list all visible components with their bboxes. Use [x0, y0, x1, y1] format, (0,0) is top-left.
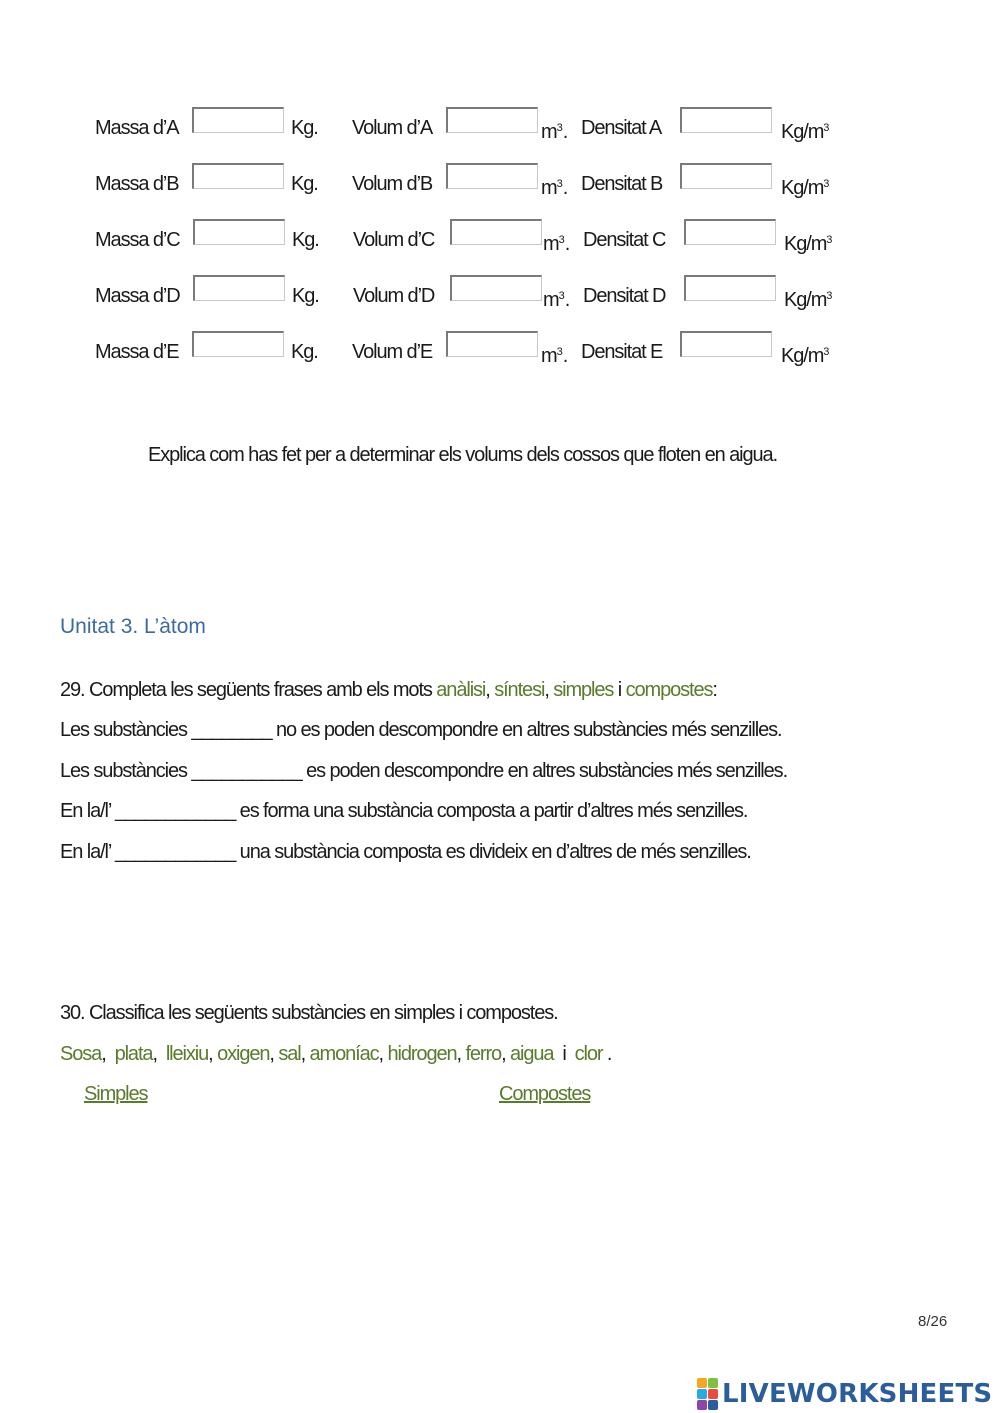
substance-word: lleixiu	[165, 1043, 209, 1065]
volum-label: Volum d’C	[353, 229, 435, 251]
massa-label: Massa d’A	[95, 117, 179, 139]
page-number: 8/26	[918, 1313, 948, 1330]
massa-input[interactable]	[192, 163, 284, 189]
massa-label: Massa d’D	[95, 285, 180, 307]
kg-unit: Kg.	[292, 285, 319, 307]
q30-title: 30. Classifica les següents substàncies en simples i compostes.	[60, 1002, 558, 1024]
kgm3-unit-base: Kg/m	[781, 177, 824, 199]
kgm3-unit-base: Kg/m	[784, 289, 827, 311]
kgm3-unit-exp: 3	[823, 122, 830, 134]
q29-prompt	[60, 678, 717, 702]
massa-label: Massa d’B	[95, 173, 179, 195]
volum-input[interactable]	[446, 331, 538, 357]
m3-unit	[543, 284, 569, 312]
substance-word: clor	[574, 1043, 603, 1065]
kg-unit: Kg.	[291, 341, 318, 363]
q29-suffix: :	[712, 679, 717, 701]
m3-unit-base: m	[541, 345, 557, 367]
simples-column-header: Simples	[84, 1083, 148, 1105]
substance-word: sal	[278, 1043, 301, 1065]
substance-separator: ,	[208, 1043, 218, 1065]
kgm3-unit	[784, 284, 832, 312]
densitat-label: Densitat B	[581, 173, 663, 195]
q29-line-1[interactable]: Les substàncies ________ no es poden descompondre en altres substàncies més senzilles.	[60, 719, 782, 741]
massa-label: Massa d’C	[95, 229, 180, 251]
liveworksheets-logo-icon	[697, 1378, 718, 1410]
m3-unit-exp: 3	[558, 234, 565, 246]
substance-separator: .	[602, 1043, 612, 1065]
word-simples: simples	[553, 679, 614, 701]
substance-separator: ,	[378, 1043, 388, 1065]
densitat-label: Densitat E	[581, 341, 663, 363]
m3-unit	[541, 340, 567, 368]
m3-unit-base: m	[541, 121, 557, 143]
substance-word: Sosa	[60, 1043, 102, 1065]
densitat-input[interactable]	[684, 275, 776, 301]
massa-input[interactable]	[193, 219, 285, 245]
substance-word: aigua	[509, 1043, 554, 1065]
m3-unit-base: m	[541, 177, 557, 199]
q29-sep: i	[613, 679, 626, 701]
kg-unit: Kg.	[292, 229, 319, 251]
kgm3-unit-exp: 3	[826, 290, 833, 302]
substance-word: hidrogen	[387, 1043, 457, 1065]
word-analisi: anàlisi	[436, 679, 486, 701]
kgm3-unit	[781, 116, 829, 144]
word-sintesi: síntesi	[494, 679, 545, 701]
volum-input[interactable]	[450, 275, 542, 301]
m3-unit-exp: 3	[556, 178, 563, 190]
q29-sep: ,	[485, 679, 495, 701]
m3-unit	[541, 172, 567, 200]
densitat-input[interactable]	[680, 107, 772, 133]
volum-label: Volum d’E	[352, 341, 433, 363]
q29-line-4[interactable]: En la/l’ ____________ una substància composta es divideix en d’altres de més senzilles.	[60, 841, 751, 863]
kg-unit: Kg.	[291, 173, 318, 195]
substance-separator: ,	[101, 1043, 115, 1065]
substance-word: ferro	[465, 1043, 502, 1065]
m3-unit-dot: .	[562, 121, 568, 143]
substance-separator: i	[553, 1043, 575, 1065]
densitat-input[interactable]	[680, 163, 772, 189]
q29-sep: ,	[544, 679, 554, 701]
kgm3-unit	[781, 172, 829, 200]
q30-substances	[60, 1042, 611, 1066]
substance-separator: ,	[501, 1043, 510, 1065]
q29-line-3[interactable]: En la/l’ ____________ es forma una substància composta a partir d’altres més senzilles.	[60, 800, 748, 822]
kg-unit: Kg.	[291, 117, 318, 139]
q29-line-2[interactable]: Les substàncies ___________ es poden descompondre en altres substàncies més senzilles.	[60, 760, 788, 782]
compostes-column-header: Compostes	[499, 1083, 591, 1105]
substance-word: amoníac	[309, 1043, 379, 1065]
m3-unit-exp: 3	[556, 122, 563, 134]
m3-unit-dot: .	[564, 289, 570, 311]
substance-separator: ,	[300, 1043, 310, 1065]
densitat-label: Densitat D	[583, 285, 666, 307]
densitat-label: Densitat A	[581, 117, 662, 139]
densitat-input[interactable]	[680, 331, 772, 357]
kgm3-unit-exp: 3	[823, 178, 830, 190]
unit-title: Unitat 3. L’àtom	[60, 615, 206, 638]
m3-unit	[541, 116, 567, 144]
m3-unit-base: m	[543, 289, 559, 311]
m3-unit-base: m	[543, 233, 559, 255]
densitat-label: Densitat C	[583, 229, 666, 251]
massa-label: Massa d’E	[95, 341, 179, 363]
kgm3-unit-base: Kg/m	[781, 345, 824, 367]
word-compostes: compostes	[625, 679, 713, 701]
kgm3-unit-base: Kg/m	[784, 233, 827, 255]
m3-unit-dot: .	[562, 345, 568, 367]
substance-word: oxigen	[217, 1043, 270, 1065]
massa-input[interactable]	[193, 275, 285, 301]
explain-question: Explica com has fet per a determinar els volums dels cossos que floten en aigua.	[148, 444, 778, 466]
m3-unit-exp: 3	[556, 346, 563, 358]
volum-input[interactable]	[446, 163, 538, 189]
kgm3-unit-exp: 3	[826, 234, 833, 246]
m3-unit-exp: 3	[558, 290, 565, 302]
substance-separator: ,	[269, 1043, 279, 1065]
brand-name: LIVEWORKSHEETS	[722, 1379, 993, 1409]
substance-word: plata	[114, 1043, 153, 1065]
massa-input[interactable]	[192, 107, 284, 133]
volum-label: Volum d’B	[352, 173, 433, 195]
kgm3-unit	[781, 340, 829, 368]
m3-unit	[543, 228, 569, 256]
m3-unit-dot: .	[564, 233, 570, 255]
substance-separator: ,	[152, 1043, 166, 1065]
q29-prefix: 29. Completa les següents frases amb els mots	[60, 679, 437, 701]
massa-input[interactable]	[192, 331, 284, 357]
kgm3-unit-exp: 3	[823, 346, 830, 358]
volum-input[interactable]	[446, 107, 538, 133]
m3-unit-dot: .	[562, 177, 568, 199]
kgm3-unit-base: Kg/m	[781, 121, 824, 143]
volum-label: Volum d’D	[353, 285, 435, 307]
densitat-input[interactable]	[684, 219, 776, 245]
volum-label: Volum d’A	[352, 117, 433, 139]
kgm3-unit	[784, 228, 832, 256]
substance-separator: ,	[456, 1043, 466, 1065]
volum-input[interactable]	[450, 219, 542, 245]
liveworksheets-logo	[697, 1378, 992, 1410]
